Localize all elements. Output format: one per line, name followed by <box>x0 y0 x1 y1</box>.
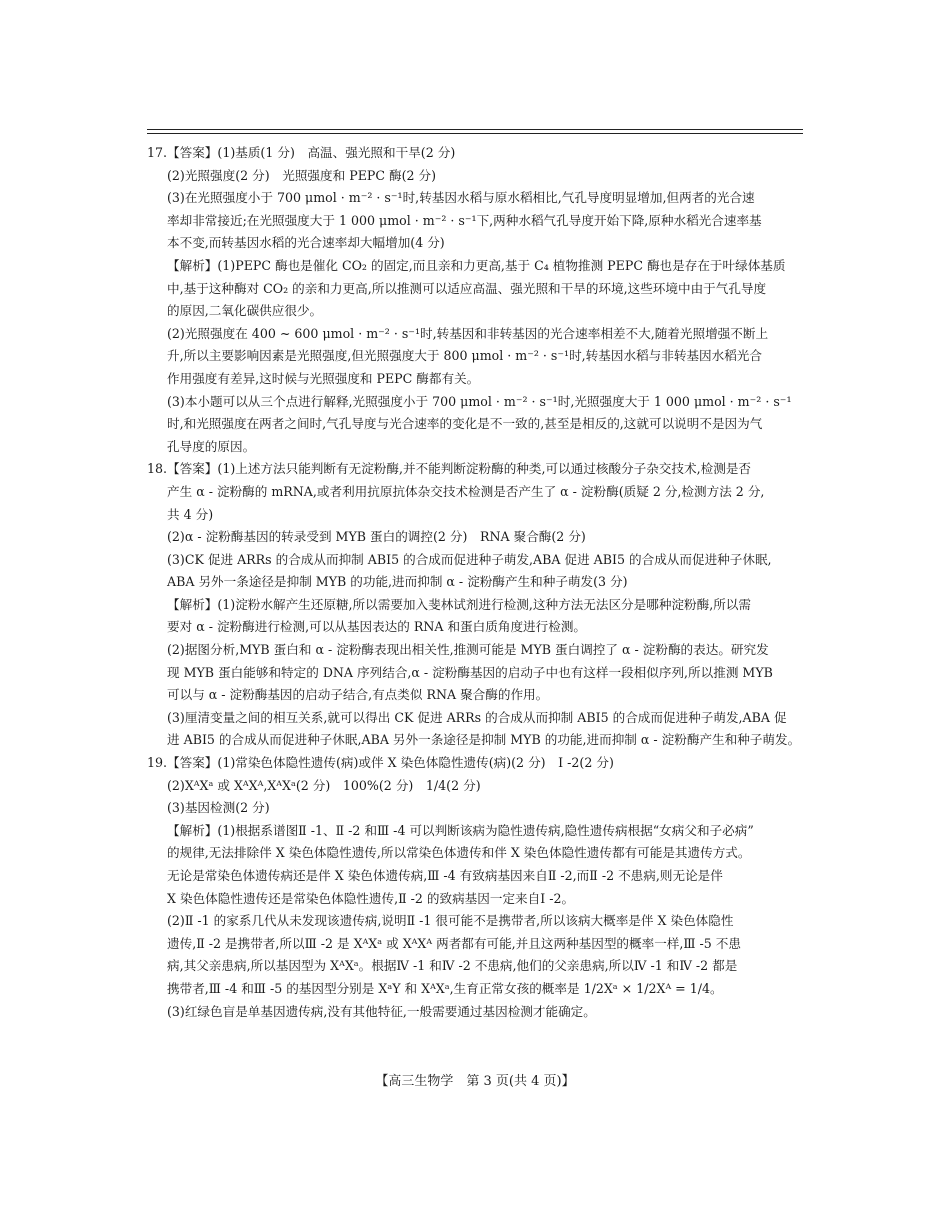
q17-explain-1-line-1: 【解析】(1)PEPC 酶也是催化 CO₂ 的固定,而且亲和力更高,基于 C₄ 植物推测 PEPC 酶也是存在于叶绿体基质 <box>167 257 786 273</box>
q18-answer-3-line-1: (3)CK 促进 ARRs 的合成从而抑制 ABI5 的合成而促进种子萌发,ABA 促进 ABI5 的合成从而促进种子休眠, <box>167 551 772 567</box>
q17-answer-3-line-3: 本不变,而转基因水稻的光合速率却大幅增加(4 分) <box>167 235 445 251</box>
q17-explain-3-line-3: 孔导度的原因。 <box>167 438 256 454</box>
header-rule-thin <box>147 133 803 134</box>
q19-answer-1: 19.【答案】(1)常染色体隐性遗传(病)或伴 X 染色体隐性遗传(病)(2 分) Ⅰ -2(2 分) <box>147 755 614 771</box>
q19-explain-2-line-3: 病,其父亲患病,所以基因型为 XᴬXᵃ。根据Ⅳ -1 和Ⅳ -2 不患病,他们的父亲患病,所以Ⅳ -1 和Ⅳ -2 都是 <box>167 958 738 974</box>
q18-answer-1-line-1: 18.【答案】(1)上述方法只能判断有无淀粉酶,并不能判断淀粉酶的种类,可以通过核酸分子杂交技术,检测是否 <box>147 461 752 477</box>
q18-explain-3-line-1: (3)厘清变量之间的相互关系,就可以得出 CK 促进 ARRs 的合成从而抑制 ABI5 的合成而促进种子萌发,ABA 促 <box>167 709 787 725</box>
q18-answer-1-line-2: 产生 α - 淀粉酶的 mRNA,或者利用抗原抗体杂交技术检测是否产生了 α - 淀粉酶(质疑 2 分,检测方法 2 分, <box>167 483 765 499</box>
q18-answer-3-line-2: ABA 另外一条途径是抑制 MYB 的功能,进而抑制 α - 淀粉酶产生和种子萌发(3 分) <box>167 574 628 590</box>
q18-answer-1-line-3: 共 4 分) <box>167 506 214 522</box>
q18-explain-2-line-1: (2)据图分析,MYB 蛋白和 α - 淀粉酶表现出相关性,推测可能是 MYB 蛋白调控了 α - 淀粉酶的表达。研究发 <box>167 642 769 658</box>
q17-explain-3-line-1: (3)本小题可以从三个点进行解释,光照强度小于 700 μmol · m⁻² · s⁻¹时,光照强度大于 1 000 μmol · m⁻² · s⁻¹ <box>167 393 792 409</box>
q18-explain-1-line-1: 【解析】(1)淀粉水解产生还原糖,所以需要加入斐林试剂进行检测,这种方法无法区分是哪种淀粉酶,所以需 <box>167 596 751 612</box>
q19-answer-2: (2)XᴬXᵃ 或 XᴬXᴬ,XᴬXᵃ(2 分) 100%(2 分) 1/4(2 分) <box>167 777 481 793</box>
page-footer: 【高三生物学 第 3 页(共 4 页)】 <box>375 1074 575 1089</box>
q17-answer-3-line-1: (3)在光照强度小于 700 μmol · m⁻² · s⁻¹时,转基因水稻与原水稻相比,气孔导度明显增加,但两者的光合速 <box>167 190 755 206</box>
q19-explain-1-line-3: 无论是常染色体遗传病还是伴 X 染色体遗传病,Ⅲ -4 有致病基因来自Ⅱ -2,而Ⅱ -2 不患病,则无论是伴 <box>167 868 723 883</box>
q17-explain-3-line-2: 时,和光照强度在两者之间时,气孔导度与光合速率的变化是不一致的,甚至是相反的,这就可以说明不是因为气 <box>167 416 763 432</box>
q19-explain-1-line-1: 【解析】(1)根据系谱图Ⅱ -1、Ⅱ -2 和Ⅲ -4 可以判断该病为隐性遗传病,隐性遗传病根据“女病父和子必病” <box>167 822 754 838</box>
q18-explain-3-line-2: 进 ABI5 的合成从而促进种子休眠,ABA 另外一条途径是抑制 MYB 的功能,进而抑制 α - 淀粉酶产生和种子萌发。 <box>167 732 801 748</box>
q18-explain-2-line-3: 可以与 α - 淀粉酶基因的启动子结合,有点类似 RNA 聚合酶的作用。 <box>167 687 549 703</box>
q17-answer-2: (2)光照强度(2 分) 光照强度和 PEPC 酶(2 分) <box>167 167 437 183</box>
q18-explain-1-line-2: 要对 α - 淀粉酶进行检测,可以从基因表达的 RNA 和蛋白质角度进行检测。 <box>167 619 587 635</box>
q19-answer-3: (3)基因检测(2 分) <box>167 800 270 816</box>
q19-explain-3: (3)红绿色盲是单基因遗传病,没有其他特征,一般需要通过基因检测才能确定。 <box>167 1003 596 1019</box>
q18-answer-2: (2)α - 淀粉酶基因的转录受到 MYB 蛋白的调控(2 分) RNA 聚合酶(2 分) <box>167 529 586 545</box>
q17-explain-2-line-3: 作用强度有差异,这时候与光照强度和 PEPC 酶都有关。 <box>167 370 480 386</box>
header-rule-thick <box>147 129 803 130</box>
q17-answer-1: 17.【答案】(1)基质(1 分) 高温、强光照和干旱(2 分) <box>147 145 456 160</box>
q17-explain-2-line-1: (2)光照强度在 400 ~ 600 μmol · m⁻² · s⁻¹时,转基因和非转基因的光合速率相差不大,随着光照增强不断上 <box>167 325 769 341</box>
q19-explain-2-line-4: 携带者,Ⅲ -4 和Ⅲ -5 的基因型分别是 XᵃY 和 XᴬXᵃ,生育正常女孩的概率是 1/2Xᵃ × 1/2Xᴬ = 1/4。 <box>167 980 723 996</box>
q17-explain-1-line-3: 的原因,二氧化碳供应很少。 <box>167 303 323 319</box>
q17-explain-2-line-2: 升,所以主要影响因素是光照强度,但光照强度大于 800 μmol · m⁻² · s⁻¹时,转基因水稻与非转基因水稻光合 <box>167 348 762 364</box>
answer-content <box>147 142 805 1023</box>
q19-explain-1-line-2: 的规律,无法排除伴 X 染色体隐性遗传,所以常染色体遗传和伴 X 染色体隐性遗传都有可能是其遗传方式。 <box>167 845 751 861</box>
q17-explain-1-line-2: 中,基于这种酶对 CO₂ 的亲和力更高,所以推测可以适应高温、强光照和干旱的环境,这些环境中由于气孔导度 <box>167 280 767 296</box>
q17-answer-3-line-2: 率却非常接近;在光照强度大于 1 000 μmol · m⁻² · s⁻¹下,两种水稻气孔导度开始下降,原种水稻光合速率基 <box>167 212 762 228</box>
q18-explain-2-line-2: 现 MYB 蛋白能够和特定的 DNA 序列结合,α - 淀粉酶基因的启动子中也有这样一段相似序列,所以推测 MYB <box>167 664 773 680</box>
q19-explain-1-line-4: X 染色体隐性遗传还是常染色体隐性遗传,Ⅱ -2 的致病基因一定来自Ⅰ -2。 <box>167 890 575 906</box>
q19-explain-2-line-1: (2)Ⅱ -1 的家系几代从未发现该遗传病,说明Ⅱ -1 很可能不是携带者,所以该病大概率是伴 X 染色体隐性 <box>167 913 734 929</box>
q19-explain-2-line-2: 遗传,Ⅱ -2 是携带者,所以Ⅲ -2 是 XᴬXᵃ 或 XᴬXᴬ 两者都有可能,并且这两种基因型的概率一样,Ⅲ -5 不患 <box>167 935 741 951</box>
